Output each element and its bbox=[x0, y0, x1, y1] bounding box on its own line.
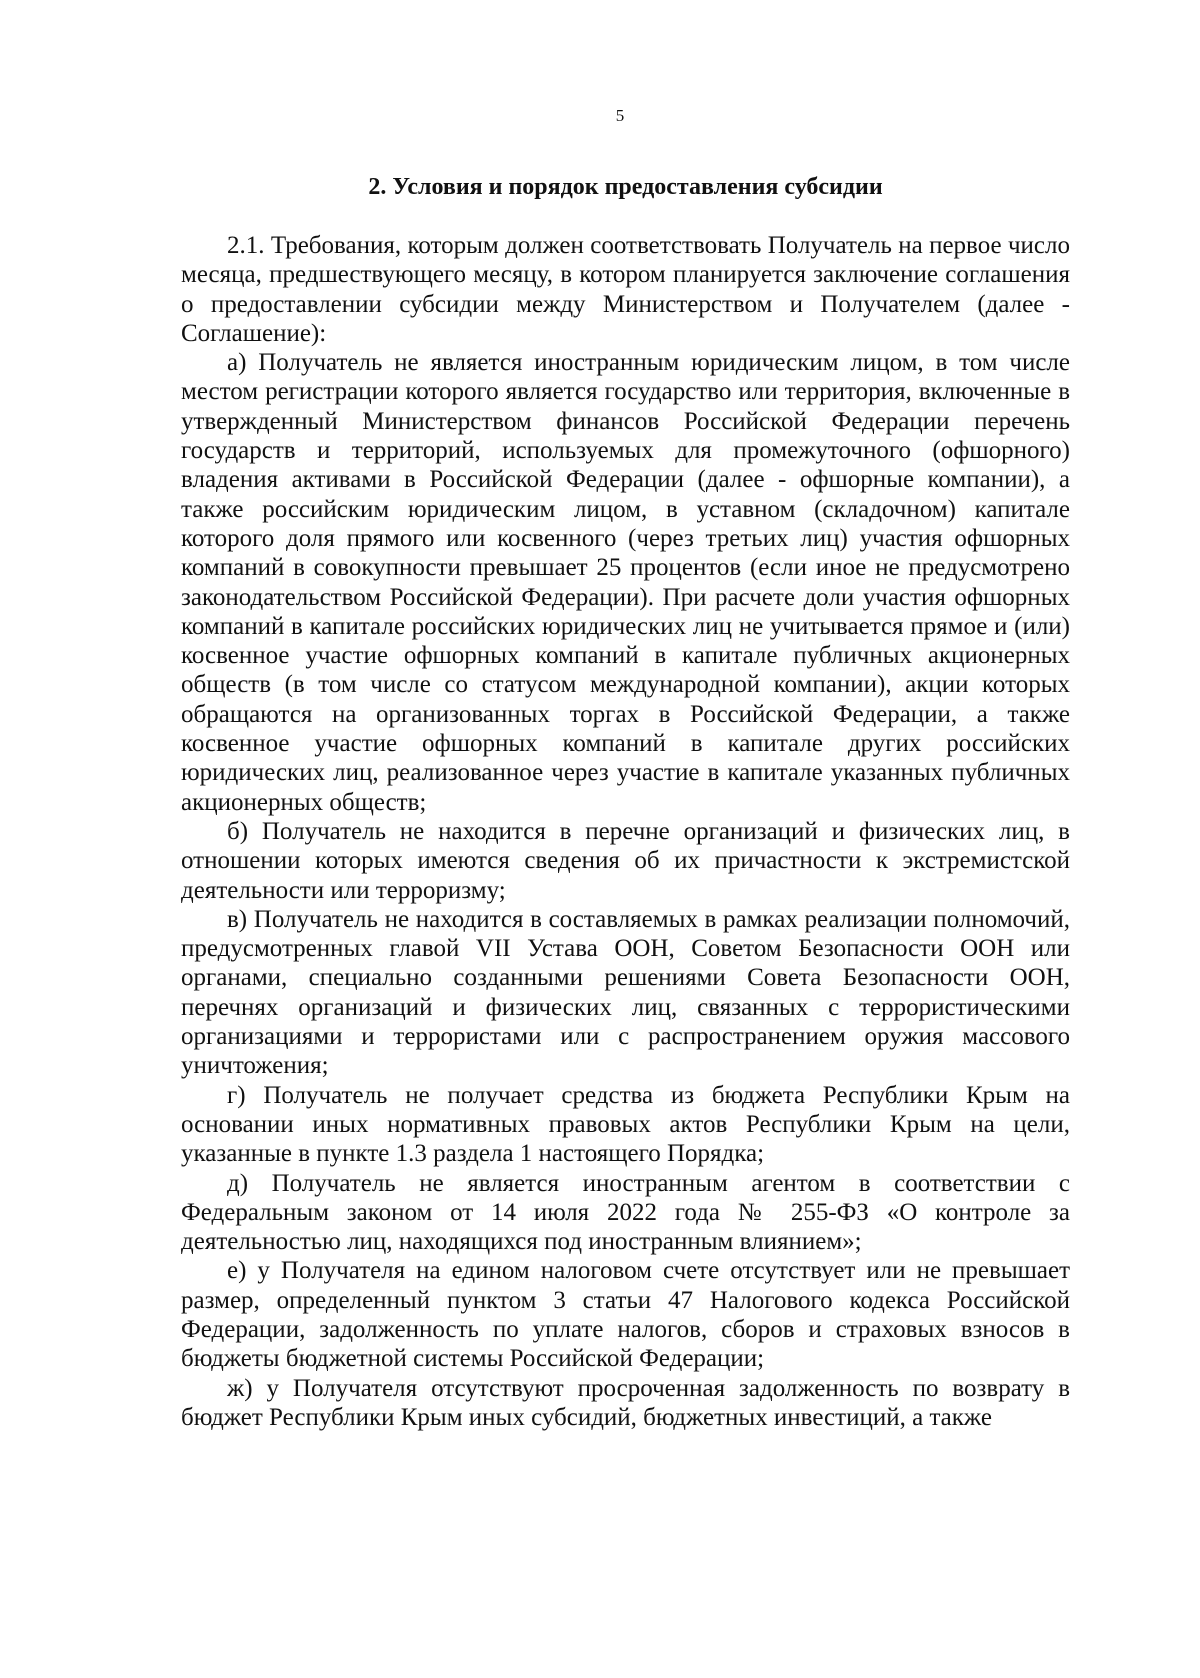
paragraph-zh: ж) у Получателя отсутствуют просроченная задолженность по возврату в бюджет Республики Крым иных субсидий, бюджетных инвестиций, а также bbox=[181, 1374, 1070, 1431]
paragraph-d: д) Получатель не является иностранным агентом в соответствии с Федеральным законом от 14 июля 2022 года № 255-ФЗ «О контроле за деятельностью лиц, находящихся под иностранным влиянием»; bbox=[181, 1169, 1070, 1256]
paragraph-2-1: 2.1. Требования, которым должен соответствовать Получатель на первое число месяца, предшествующего месяцу, в котором планируется заключение соглашения о предоставлении субсидии между Министерством и Получателем (далее - Соглашение): bbox=[181, 232, 1070, 347]
paragraph-g: г) Получатель не получает средства из бюджета Республики Крым на основании иных нормативных правовых актов Республики Крым на цели, указанные в пункте 1.3 раздела 1 настоящего Порядка; bbox=[181, 1081, 1070, 1168]
document-body bbox=[181, 231, 1070, 1432]
paragraph-a: а) Получатель не является иностранным юридическим лицом, в том числе местом регистрации которого является государство или территория, включенные в утвержденный Министерством финансов Российской Федерации перечень государств и территорий, используемых для промежуточного (офшорного) владения активами в Российской Федерации (далее - офшорные компании), а также российским юридическим лицом, в уставном (складочном) капитале которого доля прямого или косвенного (через третьих лиц) участия офшорных компаний в совокупности превышает 25 процентов (если иное не предусмотрено законодательством Российской Федерации). При расчете доли участия офшорных компаний в капитале российских юридических лиц не учитывается прямое и (или) косвенное участие офшорных компаний в капитале публичных акционерных обществ (в том числе со статусом международной компании), акции которых обращаются на организованных торгах в Российской Федерации, а также косвенное участие офшорных компаний в капитале других российских юридических лиц, реализованное через участие в капитале указанных публичных акционерных обществ; bbox=[181, 349, 1070, 816]
paragraph-e: е) у Получателя на едином налоговом счете отсутствует или не превышает размер, определенный пунктом 3 статьи 47 Налогового кодекса Российской Федерации, задолженность по уплате налогов, сборов и страховых взносов в бюджеты бюджетной системы Российской Федерации; bbox=[181, 1257, 1070, 1373]
section-title: 2. Условия и порядок предоставления субсидии bbox=[368, 174, 883, 200]
page-number: 5 bbox=[615, 106, 625, 125]
paragraph-v: в) Получатель не находится в составляемых в рамках реализации полномочий, предусмотренных главой VII Устава ООН, Советом Безопасности ООН или органами, специально созданными решениями Совета Безопасности ООН, перечнях организаций и физических лиц, связанных с террористическими организациями и террористами или с распространением оружия массового уничтожения; bbox=[181, 905, 1070, 1080]
paragraph-b: б) Получатель не находится в перечне организаций и физических лиц, в отношении которых имеются сведения об их причастности к экстремистской деятельности или терроризму; bbox=[181, 817, 1070, 904]
